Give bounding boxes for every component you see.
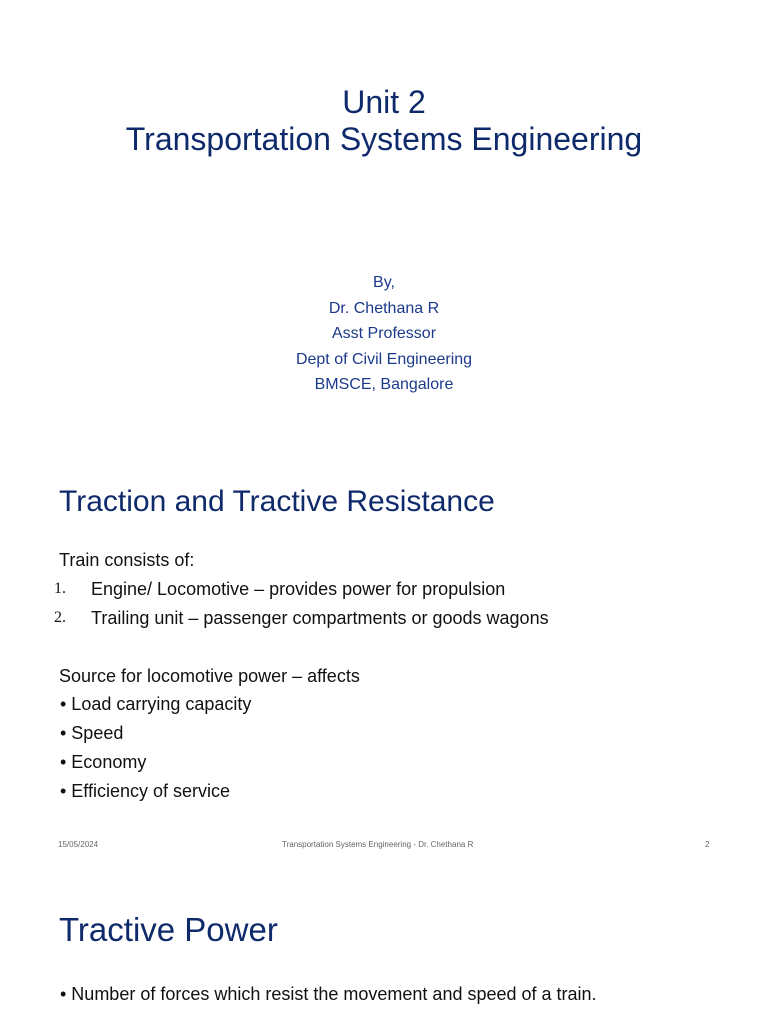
bullet-item: • Economy (60, 752, 147, 772)
author-dept: Dept of Civil Engineering (295, 350, 473, 368)
slide-heading: Traction and Tractive Resistance (59, 485, 495, 518)
author-title: Asst Professor (331, 325, 437, 342)
author-institution: BMSCE, Bangalore (314, 376, 454, 393)
page-number: 2 (705, 840, 710, 849)
author-block (0, 270, 768, 398)
list-number: 1. (54, 580, 66, 597)
bullet-item: • Speed (60, 723, 124, 743)
intro-text: Train consists of: (59, 550, 195, 570)
bullet-item: • Efficiency of service (60, 781, 231, 801)
unit-title: Unit 2 (342, 84, 426, 120)
list-item: Trailing unit – passenger compartments or goods wagons (91, 608, 549, 628)
list-number: 2. (54, 609, 66, 626)
footer-title: Transportation Systems Engineering - Dr. Chethana R (282, 840, 474, 849)
bullet-item: • Number of forces which resist the movement and speed of a train. (60, 984, 597, 1004)
author-name: Dr. Chethana R (328, 299, 440, 317)
slide-heading: Tractive Power (59, 911, 278, 948)
source-text: Source for locomotive power – affects (59, 666, 360, 686)
footer-date: 15/05/2024 (58, 840, 99, 849)
course-title: Transportation Systems Engineering (125, 121, 643, 157)
bullet-item: • Load carrying capacity (60, 694, 252, 714)
byline-by: By, (373, 274, 395, 291)
list-item: Engine/ Locomotive – provides power for propulsion (91, 579, 506, 599)
